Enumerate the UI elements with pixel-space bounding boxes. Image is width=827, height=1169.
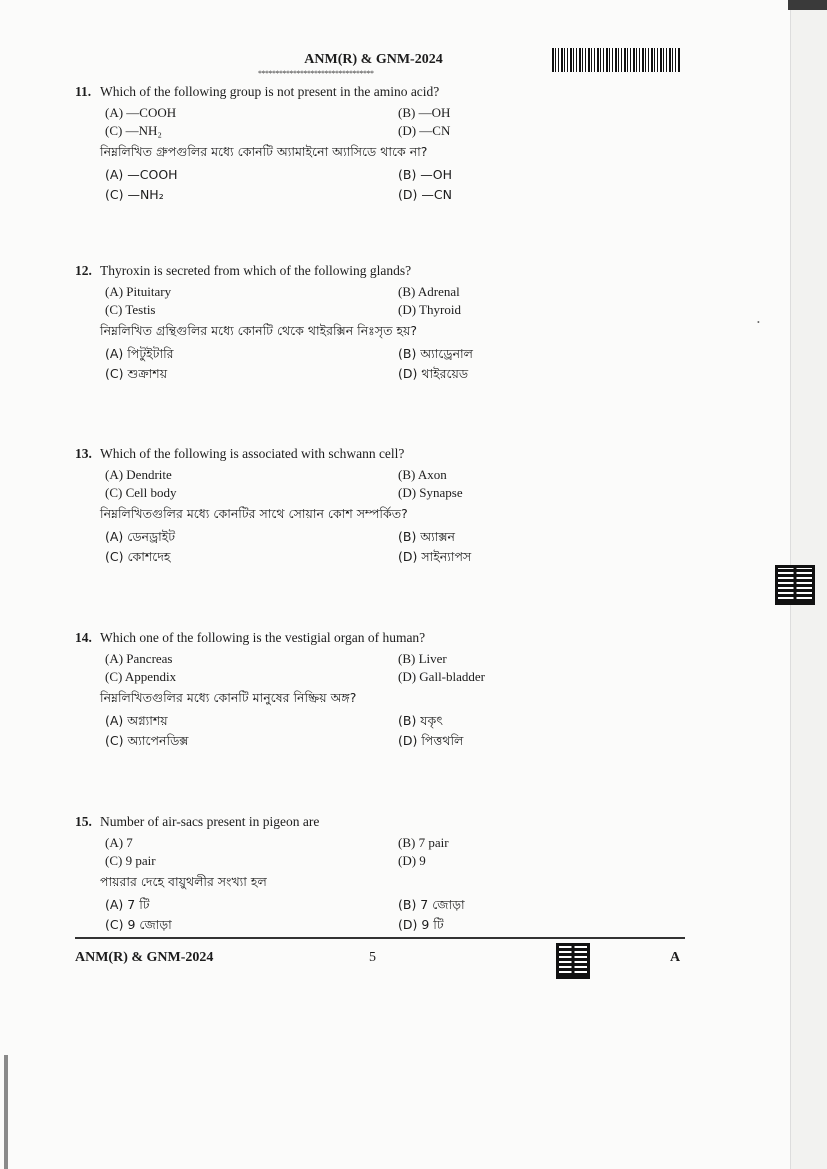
question-text-bengali: নিম্নলিখিতগুলির মধ্যে কোনটি মানুষের নিষ্ক্রিয় অঙ্গ? xyxy=(100,690,357,705)
footer-divider xyxy=(75,937,685,939)
qr-code-footer xyxy=(556,943,590,979)
scan-edge-left xyxy=(4,1055,8,1169)
option: (A) 7 xyxy=(105,835,133,850)
option-bengali: (C) 9 জোড়া xyxy=(105,917,172,932)
question-number: 13. xyxy=(75,446,92,461)
option-bengali: (D) থাইরয়েড xyxy=(398,366,469,381)
question-text: Which one of the following is the vestigial organ of human? xyxy=(100,630,426,645)
question-text-bengali: নিম্নলিখিত গ্রুপগুলির মধ্যে কোনটি অ্যামাইনো অ্যাসিডে থাকে না? xyxy=(100,144,428,159)
barcode xyxy=(552,48,680,72)
option: (C) Cell body xyxy=(105,485,177,500)
question-number: 11. xyxy=(75,84,92,99)
option-bengali: (B) যকৃৎ xyxy=(398,713,443,728)
option-bengali: (A) —COOH xyxy=(105,167,178,182)
option: (D) —CN xyxy=(398,123,451,138)
option-bengali: (B) 7 জোড়া xyxy=(398,897,465,912)
qr-code-side xyxy=(775,565,815,605)
option-bengali: (D) —CN xyxy=(398,187,452,202)
footer-title: ANM(R) & GNM-2024 xyxy=(75,950,214,965)
option: (A) Pancreas xyxy=(105,651,173,666)
option-bengali: (B) অ্যাক্সন xyxy=(398,529,456,544)
scan-edge xyxy=(788,0,827,10)
option-bengali: (A) ডেনড্রাইট xyxy=(105,529,176,544)
question-text: Thyroxin is secreted from which of the following glands? xyxy=(100,263,412,278)
option-bengali: (A) পিটুইটারি xyxy=(105,346,174,361)
option: (B) Liver xyxy=(398,651,447,666)
option: (C) Appendix xyxy=(105,669,177,684)
option: (D) Thyroid xyxy=(398,302,461,317)
option: (C) 9 pair xyxy=(105,853,156,868)
option: (C) Testis xyxy=(105,302,156,317)
scan-mark: • xyxy=(757,318,760,327)
header-stars: ********************************* xyxy=(258,69,374,78)
option: (D) Synapse xyxy=(398,485,463,500)
question-text: Number of air-sacs present in pigeon are xyxy=(100,814,320,829)
question-text: Which of the following is associated with schwann cell? xyxy=(100,446,405,461)
option: (D) 9 xyxy=(398,853,426,868)
option-bengali: (A) 7 টি xyxy=(105,897,150,912)
question-text-bengali: নিম্নলিখিত গ্রন্থিগুলির মধ্যে কোনটি থেকে থাইরক্সিন নিঃসৃত হয়? xyxy=(100,323,418,338)
option-bengali: (C) শুক্রাশয় xyxy=(105,366,168,381)
question-set: A xyxy=(670,950,681,965)
question-text: Which of the following group is not present in the amino acid? xyxy=(100,84,440,99)
option: (B) —OH xyxy=(398,105,451,120)
option-bengali: (A) অগ্ন্যাশয় xyxy=(105,713,168,728)
option-bengali: (D) পিত্তথলি xyxy=(398,733,464,748)
option-bengali: (C) কোশদেহ xyxy=(105,549,171,564)
option-bengali: (B) অ্যাড্রেনাল xyxy=(398,346,473,361)
question-text-bengali: পায়রার দেহে বায়ুথলীর সংখ্যা হল xyxy=(100,874,267,889)
option-bengali: (D) 9 টি xyxy=(398,917,444,932)
option: (C) —NH₂ xyxy=(105,123,162,138)
option-bengali: (B) —OH xyxy=(398,167,453,182)
option: (B) Axon xyxy=(398,467,447,482)
option-bengali: (C) —NH₂ xyxy=(105,187,164,202)
question-text-bengali: নিম্নলিখিতগুলির মধ্যে কোনটির সাথে সোয়ান কোশ সম্পর্কিত? xyxy=(100,506,408,521)
option: (A) Dendrite xyxy=(105,467,172,482)
header-title: ANM(R) & GNM-2024 xyxy=(304,52,443,67)
option: (A) —COOH xyxy=(105,105,177,120)
option: (B) 7 pair xyxy=(398,835,449,850)
header-title-wrap xyxy=(0,52,827,68)
option: (D) Gall-bladder xyxy=(398,669,485,684)
option: (A) Pituitary xyxy=(105,284,172,299)
option-bengali: (C) অ্যাপেনডিক্স xyxy=(105,733,189,748)
option-bengali: (D) সাইন্যাপস xyxy=(398,549,472,564)
option: (B) Adrenal xyxy=(398,284,460,299)
question-number: 12. xyxy=(75,263,92,278)
question-number: 15. xyxy=(75,814,92,829)
page-number: 5 xyxy=(369,950,376,965)
question-number: 14. xyxy=(75,630,92,645)
